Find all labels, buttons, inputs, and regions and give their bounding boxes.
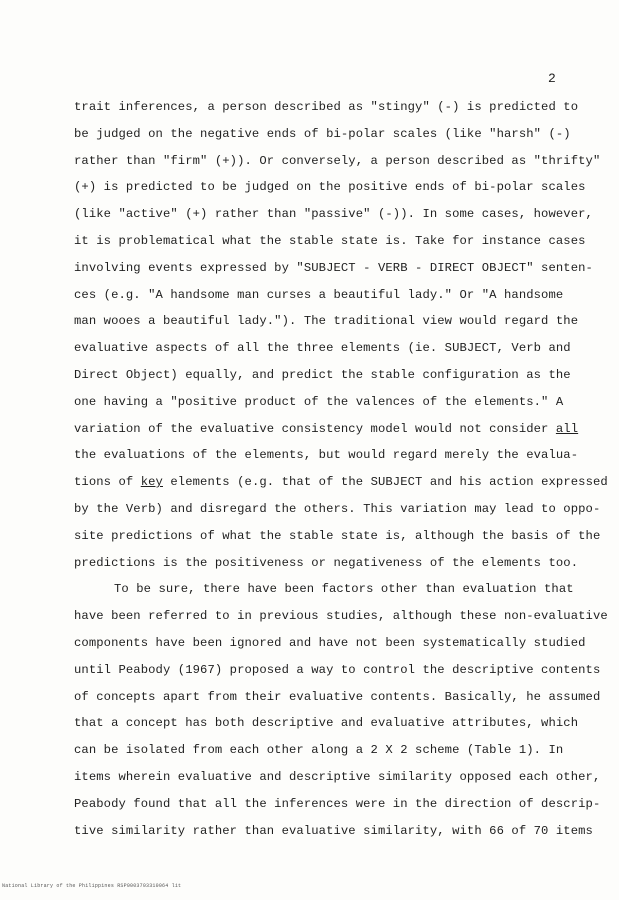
text-line: one having a "positive product of the valences of the elements." A bbox=[74, 394, 564, 409]
underlined-word: key bbox=[140, 475, 163, 490]
text-line: man wooes a beautiful lady."). The traditional view would regard the bbox=[74, 314, 579, 329]
text-line: items wherein evaluative and descriptive similarity opposed each other, bbox=[74, 769, 601, 784]
text-segment: variation of the evaluative consistency model would not consider bbox=[74, 421, 556, 436]
text-line: To be sure, there have been factors other than evaluation that bbox=[114, 582, 574, 597]
text-line: trait inferences, a person described as "stingy" (-) is predicted to bbox=[74, 100, 579, 114]
text-line: the evaluations of the elements, but would regard merely the evalua- bbox=[74, 448, 579, 463]
text-line: components have been ignored and have not been systematically studied bbox=[74, 635, 586, 650]
text-line: can be isolated from each other along a 2 X 2 scheme (Table 1). In bbox=[74, 743, 564, 758]
underlined-word: all bbox=[555, 421, 579, 436]
text-line: of concepts apart from their evaluative contents. Basically, he assumed bbox=[74, 689, 601, 704]
text-line: ces (e.g. "A handsome man curses a beautiful lady." Or "A handsome bbox=[74, 287, 564, 302]
body-text bbox=[74, 94, 608, 844]
text-line: rather than "firm" (+)). Or conversely, a person described as "thrifty" bbox=[74, 153, 601, 168]
text-line: involving events expressed by "SUBJECT - VERB - DIRECT OBJECT" senten- bbox=[74, 260, 593, 275]
text-line: tive similarity rather than evaluative similarity, with 66 of 70 items bbox=[74, 823, 593, 838]
text-line: Direct Object) equally, and predict the stable configuration as the bbox=[74, 367, 571, 382]
text-line: (+) is predicted to be judged on the positive ends of bi-polar scales bbox=[74, 180, 586, 195]
text-line: it is problematical what the stable state is. Take for instance cases bbox=[74, 233, 586, 248]
text-line: have been referred to in previous studies, although these non-evaluative bbox=[74, 609, 608, 624]
text-line: by the Verb) and disregard the others. This variation may lead to oppo- bbox=[74, 501, 601, 516]
text-line: site predictions of what the stable state is, although the basis of the bbox=[74, 528, 601, 543]
page-number: 2 bbox=[548, 71, 556, 86]
text-line: predictions is the positiveness or negativeness of the elements too. bbox=[74, 555, 579, 570]
text-segment: elements (e.g. that of the SUBJECT and his action expressed bbox=[162, 475, 608, 490]
text-line: be judged on the negative ends of bi-polar scales (like "harsh" (-) bbox=[74, 126, 571, 141]
text-line: until Peabody (1967) proposed a way to control the descriptive contents bbox=[74, 662, 601, 677]
text-line: Peabody found that all the inferences were in the direction of descrip- bbox=[74, 796, 601, 811]
text-line bbox=[74, 416, 579, 443]
text-line: (like "active" (+) rather than "passive" (-)). In some cases, however, bbox=[74, 207, 593, 222]
text-line: that a concept has both descriptive and evaluative attributes, which bbox=[74, 716, 579, 731]
text-line: evaluative aspects of all the three elements (ie. SUBJECT, Verb and bbox=[74, 341, 571, 356]
library-footer: National Library of the Philippines RSP0003703310064 lit bbox=[2, 883, 182, 889]
text-line bbox=[74, 469, 608, 496]
text-segment: tions of bbox=[74, 475, 141, 490]
